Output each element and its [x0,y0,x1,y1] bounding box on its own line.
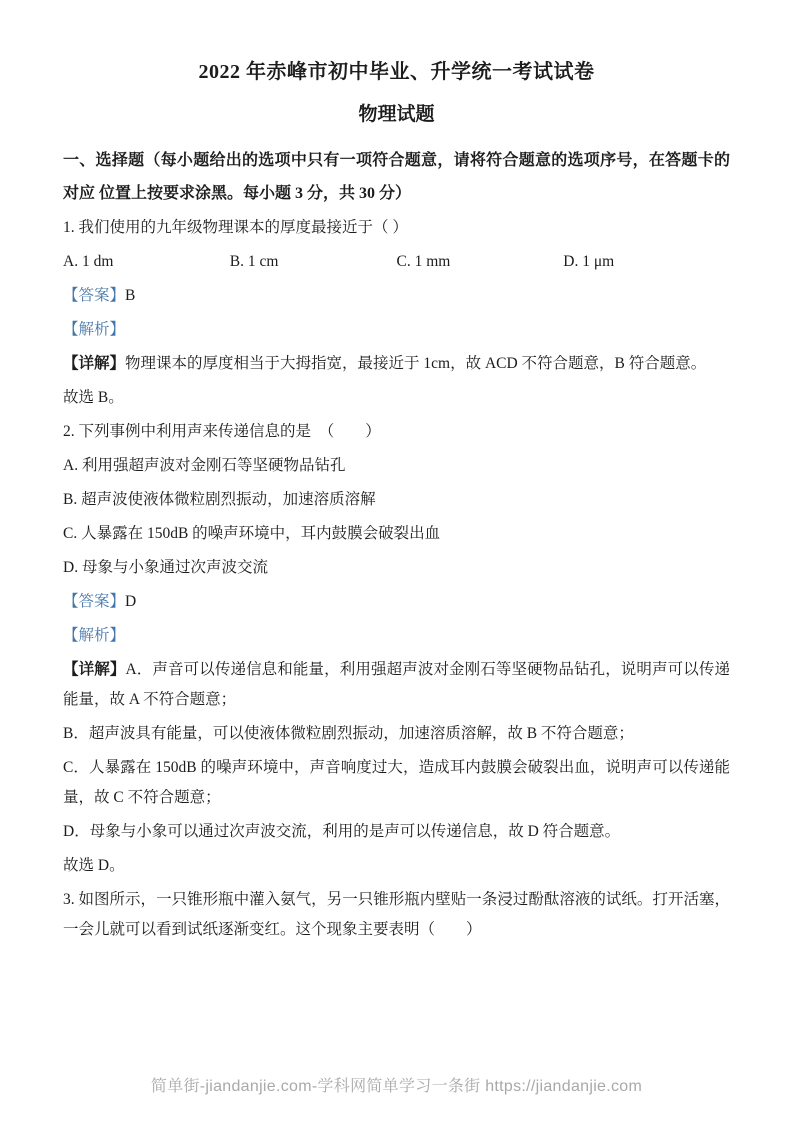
detail-label: 【详解】 [63,661,126,678]
question-1-detail-text: 物理课本的厚度相当于大拇指宽，最接近于 1cm，故 ACD 不符合题意，B 符合题意。 [125,355,707,372]
question-2-option-c: C. 人暴露在 150dB 的噪声环境中，耳内鼓膜会破裂出血 [63,525,441,542]
question-1-option-b: B. 1 cm [229,253,279,270]
question-1-answer-line [63,281,730,311]
question-2-option-b: B. 超声波使液体微粒剧烈振动，加速溶质溶解 [63,491,376,508]
question-1-stem: 1. 我们使用的九年级物理课本的厚度最接近于（ ） [63,219,408,236]
question-2-conclusion: 故选 D。 [63,857,125,874]
question-3-stem: 3. 如图所示，一只锥形瓶中灌入氨气，另一只锥形瓶内壁贴一条浸过酚酞溶液的试纸。打开活塞，一会儿就可以看到试纸逐渐变红。这个现象主要表明（ ） [63,891,730,938]
question-2-detail-c: C．人暴露在 150dB 的噪声环境中，声音响度过大，造成耳内鼓膜会破裂出血，说明声可以传递能量，故 C 不符合题意； [63,759,730,806]
question-1-option-a: A. 1 dm [63,253,114,270]
exam-subtitle: 物理试题 [358,104,435,125]
question-1-answer-value: B [125,287,136,304]
question-2-detail-a-text: A．声音可以传递信息和能量，利用强超声波对金刚石等坚硬物品钻孔，说明声可以传递能量，故 A 不符合题意； [63,661,730,708]
section-heading: 一、选择题（每小题给出的选项中只有一项符合题意，请将符合题意的选项序号，在答题卡的对应 位置上按要求涂黑。每小题 3 分，共 30 分） [63,152,730,202]
question-2-option-a: A. 利用强超声波对金刚石等坚硬物品钻孔 [63,457,346,474]
question-1-analysis-line [63,315,730,345]
question-1-options [63,247,730,277]
question-2-stem: 2. 下列事例中利用声来传递信息的是 （ ） [63,423,381,440]
answer-label: 【答案】 [63,287,126,304]
question-2-detail-b: B．超声波具有能量，可以使液体微粒剧烈振动，加速溶质溶解，故 B 不符合题意； [63,725,634,742]
question-1-option-c: C. 1 mm [396,253,451,270]
question-1-conclusion: 故选 B。 [63,389,124,406]
question-2-answer-value: D [125,593,137,610]
question-2-answer-line [63,587,730,617]
answer-label: 【答案】 [63,593,126,610]
detail-label: 【详解】 [63,355,126,372]
question-2-option-d: D. 母象与小象通过次声波交流 [63,559,268,576]
exam-title: 2022 年赤峰市初中毕业、升学统一考试试卷 [198,61,595,83]
analysis-label: 【解析】 [63,627,126,644]
question-1-option-d: D. 1 μm [563,253,615,270]
exam-page [63,58,730,949]
question-2-analysis-line [63,621,730,651]
analysis-label: 【解析】 [63,321,126,338]
question-2-detail-a [63,655,730,715]
question-2-detail-d: D．母象与小象可以通过次声波交流，利用的是声可以传递信息，故 D 符合题意。 [63,823,621,840]
footer-watermark: 简单街-jiandanjie.com-学科网简单学习一条街 https://jiandanjie.com [150,1078,643,1095]
question-1-detail [63,349,730,379]
